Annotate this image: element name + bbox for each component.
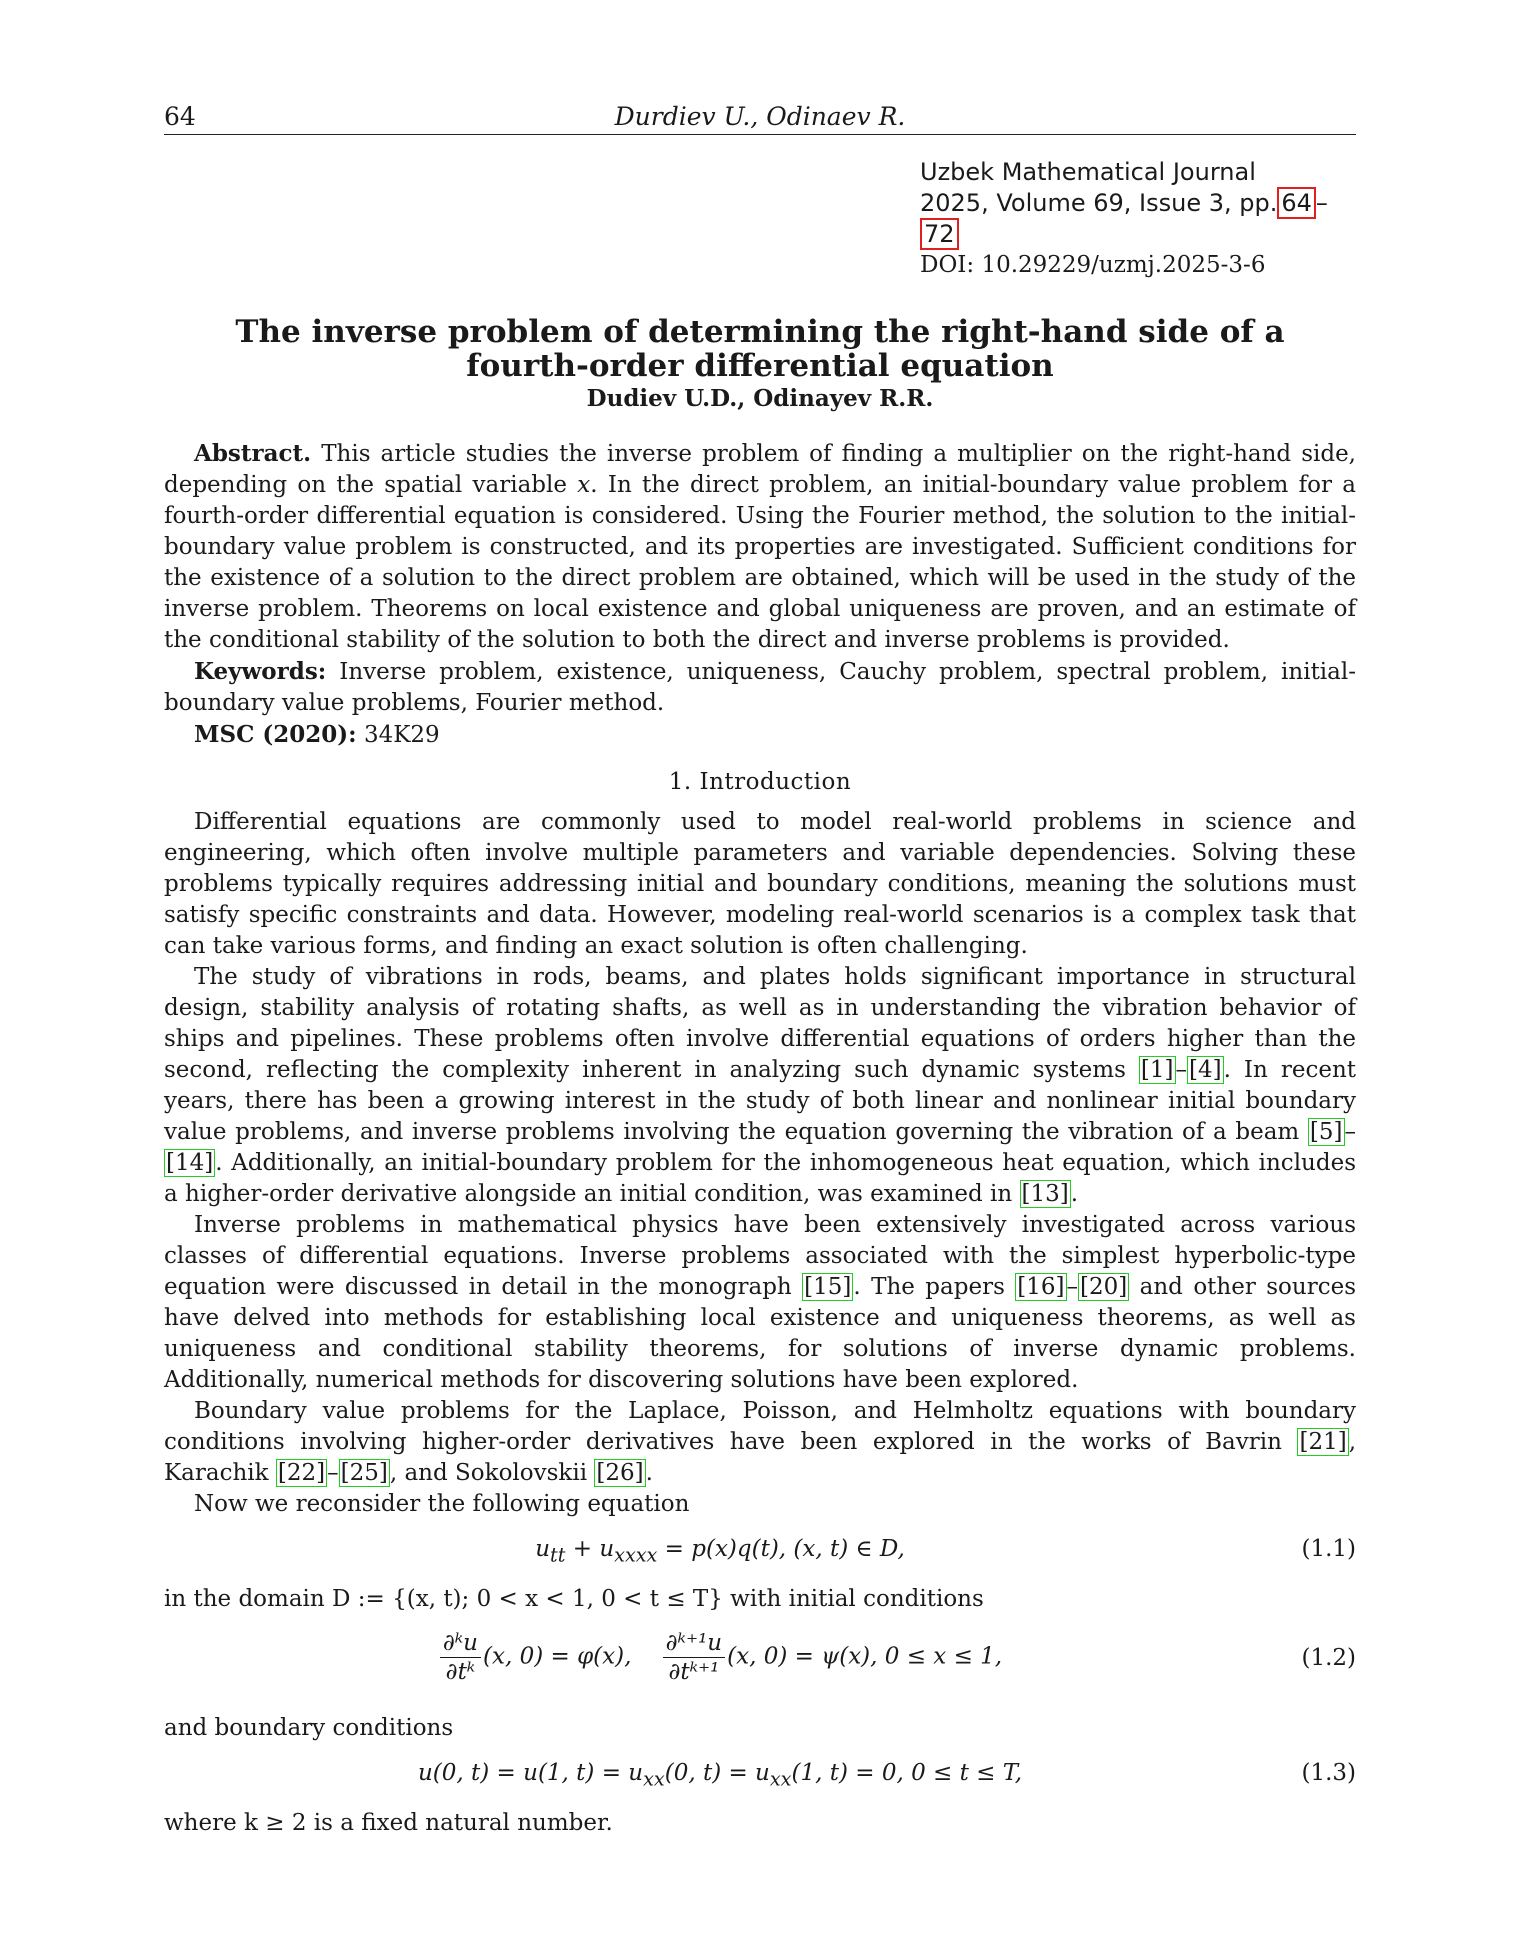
citation-link[interactable]: [22] <box>277 1460 326 1486</box>
citation-link[interactable]: [25] <box>340 1460 388 1486</box>
paper-title: The inverse problem of determining the right-hand side of a fourth-order differential equation <box>235 314 1285 384</box>
final-text: where k ≥ 2 is a fixed natural number. <box>164 1810 613 1836</box>
equation-1-1: $u_{tt} + u_{xxxx} = p(x)q(t)$, (x, t) ∈ D, (1.1) <box>535 1536 1356 1567</box>
msc: MSC (2020): 34K29 <box>194 721 440 748</box>
citation-link[interactable]: [14] <box>166 1150 214 1176</box>
equation-1-2: $\frac{\text{∂ᵏu}}{\text{∂tᵏ}}$ (x, 0) = φ(x), $\frac{\text{∂ᵏ⁺¹u}}{\text{∂tᵏ⁺¹}}$ (x, 0) = ψ(x), 0 ≤ x ≤ 1, (1.2) <box>164 1615 1356 1713</box>
paragraph-1: Differential equations are commonly used to model real-world problems in science and engineering, which often involve multiple parameters and variable dependencies. Solving these problems typically requires addressing initial and boundary conditions, meaning the solutions must satisfy specific constraints and data. However, modeling real-world scenarios is a complex task that can take various forms, and finding an exact solution is often challenging. <box>164 809 1356 959</box>
page-start-link[interactable]: 64 <box>1277 187 1316 219</box>
citation-link[interactable]: [13] <box>1021 1181 1069 1207</box>
page-number: 64 <box>164 102 196 131</box>
equation-number: (1.3) <box>1301 1760 1356 1786</box>
paragraph-2: The study of vibrations in rods, beams, and plates holds significant importance in structural design, stability analysis of rotating shafts, as well as in understanding the vibration behavior of ships and pipelines. These problems often involve differential equations of orders higher than the second, reflecting the complexity inherent in analyzing such dynamic systems [1]–[4]. In recent years, there has been a growing interest in the study of both linear and nonlinear initial boundary value problems, and inverse problems involving the equation governing the vibration of a beam [5]–[14]. Additionally, an initial-boundary problem for the inhomogeneous heat equation, which includes a higher-order derivative alongside an initial condition, was examined in [13]. <box>164 964 1356 1207</box>
paragraph-3: Inverse problems in mathematical physics have been extensively investigated across various classes of differential equations. Inverse problems associated with the simplest hyperbolic-type equation were discussed in detail in the monograph [15]. The papers [16]–[20] and other sources have delved into methods for establishing local existence and uniqueness theorems, as well as uniqueness and conditional stability theorems, for solutions of inverse dynamic problems. Additionally, numerical methods for discovering solutions have been explored. <box>164 1212 1356 1393</box>
page <box>164 100 1356 1839</box>
journal-issue: 2025, Volume 69, Issue 3, pp. 64 –72 <box>920 189 1328 248</box>
paragraph-4: Boundary value problems for the Laplace, Poisson, and Helmholtz equations with boundary conditions involving higher-order derivatives have been explored in the works of Bavrin [21], Karachik [22]–[25], and Sokolovskii [26]. <box>164 1398 1356 1486</box>
citation-link[interactable]: [21] <box>1299 1429 1347 1455</box>
paragraph-5: Now we reconsider the following equation <box>194 1491 690 1517</box>
paper-authors: Dudiev U.D., Odinayev R.R. <box>586 385 934 412</box>
citation-link[interactable]: [15] <box>804 1274 852 1300</box>
citation-link[interactable]: [5] <box>1309 1119 1343 1145</box>
running-header <box>164 100 1356 135</box>
abstract: Abstract. This article studies the inverse problem of finding a multiplier on the right-hand side, depending on the spatial variable x. In the direct problem, an initial-boundary value problem for a fourth-order differential equation is considered. Using the Fourier method, the solution to the initial-boundary value problem is constructed, and its properties are investigated. Sufficient conditions for the existence of a solution to the direct problem are obtained, which will be used in the study of the inverse problem. Theorems on local existence and global uniqueness are proven, and an estimate of the conditional stability of the solution to both the direct and inverse problems is provided. <box>164 440 1356 653</box>
doi: DOI: 10.29229/uzmj.2025-3-6 <box>920 252 1266 278</box>
journal-info <box>920 157 1356 281</box>
page-end-link[interactable]: 72 <box>920 218 959 250</box>
citation-link[interactable]: [1] <box>1140 1057 1174 1083</box>
equation-number: (1.1) <box>1301 1536 1356 1562</box>
boundary-text: and boundary conditions <box>164 1715 454 1741</box>
citation-link[interactable]: [16] <box>1017 1274 1065 1300</box>
domain-text: in the domain D := {(x, t); 0 < x < 1, 0 < t ≤ T} with initial conditions <box>164 1586 984 1612</box>
running-authors: Durdiev U., Odinaev R. <box>614 102 906 131</box>
citation-link[interactable]: [20] <box>1080 1274 1128 1300</box>
citation-link[interactable]: [4] <box>1189 1057 1222 1083</box>
equation-number: (1.2) <box>1301 1645 1356 1671</box>
citation-link[interactable]: [26] <box>596 1460 644 1486</box>
keywords: Keywords: Inverse problem, existence, uniqueness, Cauchy problem, spectral problem, initial-boundary value problems, Fourier method. <box>164 658 1357 716</box>
section-heading: 1. Introduction <box>668 769 852 795</box>
journal-name: Uzbek Mathematical Journal <box>920 158 1256 186</box>
equation-1-3: u(0, t) = u(1, $t) = u_{xx}(0$, $t) = u_{xx}(1$, t) = 0, 0 ≤ t ≤ T, (1.3) <box>417 1760 1356 1791</box>
